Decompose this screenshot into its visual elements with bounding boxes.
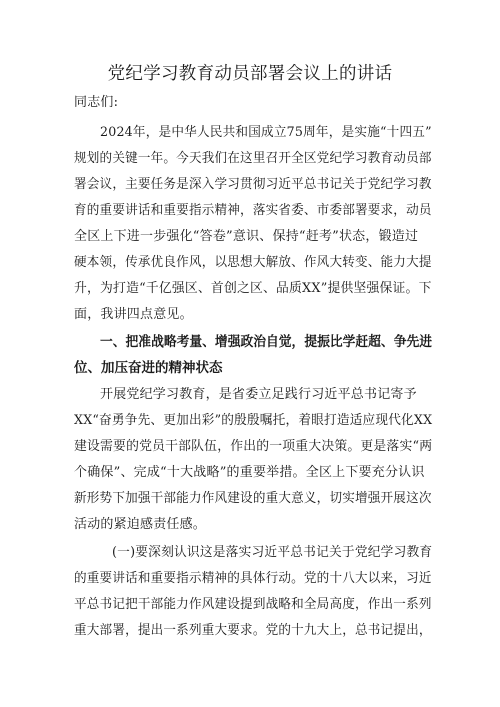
paragraph-line: 开展党纪学习教育，是省委立足践行习近平总书记寄予 bbox=[100, 387, 417, 402]
paragraph-line: 2024年，是中华人民共和国成立75周年，是实施“十四五” bbox=[100, 125, 432, 140]
section-heading: 位、加压奋进的精神状态 bbox=[74, 360, 223, 376]
page-title: 党纪学习教育动员部署会议上的讲话 bbox=[107, 64, 393, 84]
paragraph-line: 的重要讲话和重要指示精神的具体行动。党的十八大以来，习近 bbox=[74, 571, 432, 586]
paragraph-line: 建设需要的党员干部队伍，作出的一项重大决策。更是落实“两 bbox=[74, 439, 433, 454]
paragraph-line: 署会议，主要任务是深入学习贯彻习近平总书记关于党纪学习教 bbox=[74, 177, 432, 192]
paragraph-line: 活动的紧迫感责任感。 bbox=[74, 517, 207, 532]
paragraph-line: 重大部署，提出一系列重大要求。党的十九大上，总书记提出， bbox=[74, 623, 432, 638]
paragraph-line: 面，我讲四点意见。 bbox=[74, 307, 193, 322]
paragraph-line: 升，为打造“千亿强区、首创之区、品质XX”提供坚强保证。下 bbox=[74, 281, 432, 296]
salutation: 同志们: bbox=[74, 95, 119, 110]
section-heading: 一、把准战略考量、增强政治自觉，提振比学赶超、争先进 bbox=[100, 334, 433, 350]
paragraph-line: 育的重要讲话和重要指示精神，落实省委、市委部署要求，动员 bbox=[74, 203, 432, 218]
paragraph-line: 全区上下进一步强化“答卷”意识、保持“赶考”状态，锻造过 bbox=[74, 229, 419, 244]
subsection-line: (一)要深刻认识这是落实习近平总书记关于党纪学习教育 bbox=[112, 545, 433, 560]
paragraph-line: 新形势下加强干部能力作风建设的重大意义，切实增强开展这次 bbox=[74, 491, 432, 506]
paragraph-line: 平总书记把干部能力作风建设提到战略和全局高度，作出一系列 bbox=[74, 597, 432, 612]
paragraph-line: 硬本领，传承优良作风，以思想大解放、作风大转变、能力大提 bbox=[74, 255, 432, 270]
paragraph-line: 个确保”、完成“十大战略”的重要举措。全区上下要充分认识 bbox=[74, 465, 425, 480]
paragraph-line: 规划的关键一年。今天我们在这里召开全区党纪学习教育动员部 bbox=[74, 151, 432, 166]
paragraph-line: XX“奋勇争先、更加出彩”的殷殷嘱托，着眼打造适应现代化XX bbox=[74, 413, 433, 428]
